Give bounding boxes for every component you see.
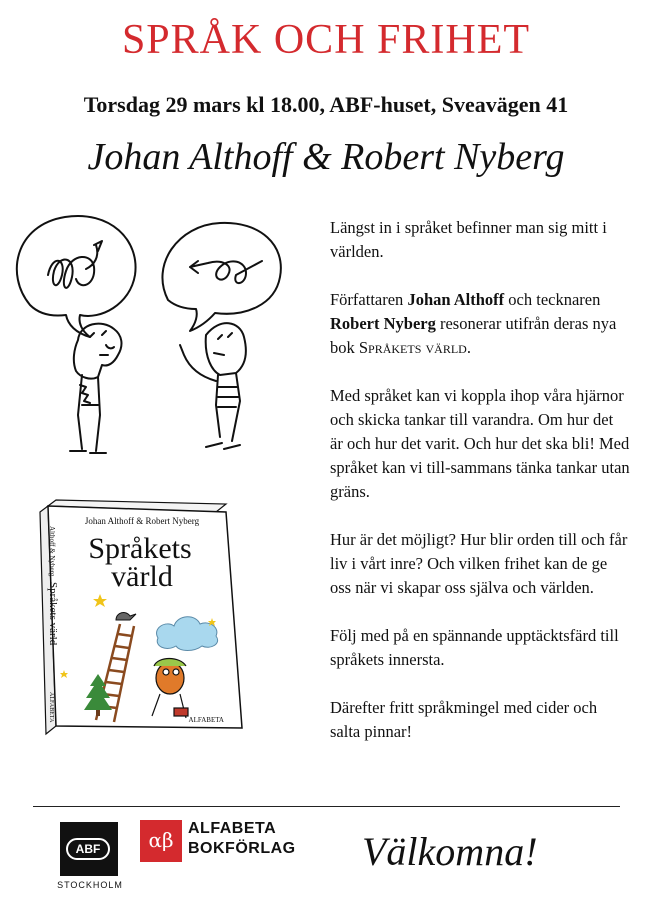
book-spine-publisher: ALFABETA (48, 692, 54, 723)
alfabeta-logo-name (188, 819, 296, 859)
book-title-inline: Språkets värld (358, 338, 467, 357)
event-authors: Johan Althoff & Robert Nyberg (87, 136, 565, 178)
book-cover-title-1: Språkets (88, 532, 192, 565)
text-span: resonerar utifrån deras nya bok (330, 314, 617, 357)
text-span: . (466, 338, 471, 357)
book-cover-title-2: värld (111, 560, 173, 593)
author-name: Johan Althoff (407, 290, 505, 309)
text-span: Författaren (330, 290, 408, 309)
right-figure (180, 323, 246, 449)
event-details: Torsdag 29 mars kl 18.00, ABF-huset, Sveavägen 41 (83, 92, 569, 117)
text-span: och tecknaren (504, 290, 601, 309)
left-figure (70, 324, 121, 453)
abf-logo-subtitle: STOCKHOLM (57, 880, 123, 890)
book-cover-publisher: ALFABETA (188, 716, 224, 724)
book-cover-authors: Johan Althoff & Robert Nyberg (84, 516, 200, 526)
left-speech-bubble (17, 216, 136, 337)
welcome-text: Välkomna! (362, 829, 538, 874)
paragraph-journey: Följ med på en spännande upptäcktsfärd till språkets innersta. (330, 626, 619, 669)
conversation-illustration (10, 205, 310, 465)
paragraph-presenters (330, 288, 630, 360)
right-scribble (190, 261, 262, 283)
book-cover (30, 496, 280, 741)
book-spine-title: Språkets värld (47, 582, 59, 646)
illustrator-name: Robert Nyberg (330, 314, 436, 333)
book-spine-authors: Althoff & Nyberg (48, 526, 56, 577)
left-scribble (48, 241, 102, 288)
alfabeta-name-line2: BOKFÖRLAG (188, 840, 296, 857)
event-description (330, 216, 630, 768)
alfabeta-logo-icon: αβ (140, 820, 182, 862)
abf-logo-text: ABF (66, 838, 110, 860)
right-speech-bubble (162, 223, 280, 331)
paragraph-language: Med språket kan vi koppla ihop våra hjärnor och skicka tankar till varandra. Om hur det är och hur det varit. Och hur det ska bli! Med språket kan vi till-sammans tänka tankar utan gräns. (330, 386, 630, 501)
paragraph-intro: Längst in i språket befinner man sig mitt i världen. (330, 218, 607, 261)
paragraph-questions: Hur är det möjligt? Hur blir orden till och får liv i vårt inre? Och vilken frihet kan de ge oss när vi skapar oss själva och världen. (330, 530, 628, 597)
footer-divider (33, 806, 620, 807)
paragraph-mingle: Därefter fritt språkmingel med cider och salta pinnar! (330, 698, 598, 741)
poster-title: SPRÅK OCH FRIHET (121, 17, 531, 63)
alfabeta-name-line1: ALFABETA (188, 820, 277, 837)
